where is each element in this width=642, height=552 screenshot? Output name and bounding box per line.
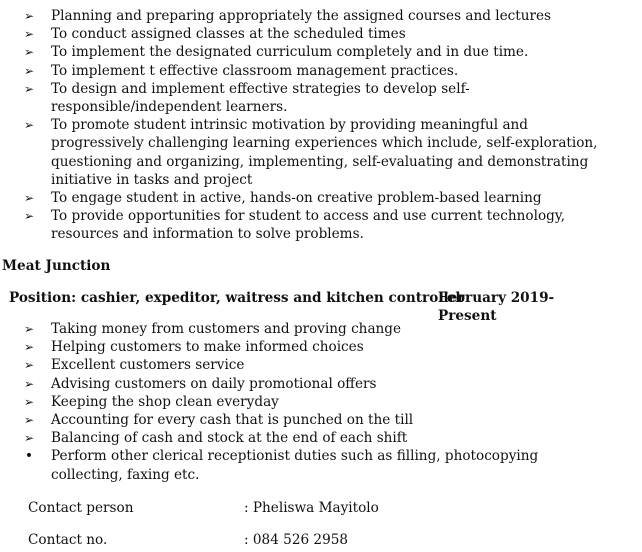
arrow-bullet-icon: ➢ — [23, 118, 35, 133]
arrow-bullet-icon: ➢ — [23, 322, 35, 336]
arrow-bullet-icon: ➢ — [23, 413, 35, 428]
list-item — [0, 80, 611, 116]
list-item — [0, 356, 611, 374]
list-item-text: Keeping the shop clean everyday — [51, 393, 279, 410]
arrow-bullet-icon: ➢ — [23, 209, 35, 224]
list-item-text: Balancing of cash and stock at the end of each shift — [51, 430, 408, 447]
contact-person-row — [28, 499, 588, 517]
arrow-bullet-icon: ➢ — [23, 340, 35, 355]
arrow-bullet-icon: ➢ — [23, 358, 35, 373]
company-name: Meat Junction — [2, 258, 111, 274]
arrow-bullet-icon: ➢ — [23, 45, 35, 60]
arrow-bullet-icon: ➢ — [23, 63, 35, 78]
position-dates: February 2019-Present — [438, 290, 555, 324]
arrow-bullet-icon: ➢ — [23, 394, 35, 409]
arrow-bullet-icon: ➢ — [23, 376, 35, 391]
list-item-text: To conduct assigned classes at the scheduled times — [51, 26, 406, 43]
list-item-text: Helping customers to make informed choices — [51, 339, 364, 356]
list-item — [0, 7, 611, 25]
list-item — [0, 429, 611, 447]
list-item — [0, 25, 611, 43]
arrow-bullet-icon: ➢ — [23, 27, 35, 42]
list-item — [0, 207, 611, 243]
arrow-bullet-icon: ➢ — [23, 191, 35, 206]
list-item — [0, 338, 611, 356]
contact-number-value: : 084 526 2958 — [244, 532, 349, 548]
arrow-bullet-icon: ➢ — [23, 431, 35, 446]
list-item — [0, 411, 611, 429]
list-item-text: To implement the designated curriculum completely and in due time. — [51, 44, 529, 61]
job-duties-list — [0, 320, 611, 484]
position-title: Position: cashier, expeditor, waitress and kitchen controller — [9, 290, 465, 306]
contact-person-value: : Pheliswa Mayitolo — [244, 500, 379, 516]
list-item-text: To engage student in active, hands-on creative problem-based learning — [51, 190, 542, 207]
list-item-text: To design and implement effective strategies to develop self-responsible/independent learners. — [51, 80, 470, 116]
teaching-duties-list — [0, 7, 611, 244]
list-item-text: Taking money from customers and proving change — [51, 321, 402, 337]
position-row — [9, 289, 609, 324]
list-item — [0, 447, 611, 483]
list-item-text: Excellent customers service — [51, 357, 245, 374]
list-item-text: Perform other clerical receptionist duties such as filling, photocopying collecting, faxing etc. — [51, 448, 539, 483]
list-item — [0, 116, 611, 189]
list-item — [0, 393, 611, 411]
contact-number-label: Contact no. — [28, 532, 108, 548]
contact-person-label: Contact person — [28, 500, 134, 516]
bullet-icon: • — [24, 448, 34, 465]
arrow-bullet-icon: ➢ — [23, 81, 35, 96]
list-item — [0, 43, 611, 61]
list-item-text: Advising customers on daily promotional offers — [51, 375, 377, 392]
arrow-bullet-icon: ➢ — [23, 9, 35, 23]
list-item — [0, 189, 611, 207]
contact-number-row — [28, 531, 588, 549]
list-item-text: To implement t effective classroom management practices. — [51, 62, 459, 79]
list-item-text: Accounting for every cash that is punched on the till — [51, 412, 414, 429]
list-item-text: To provide opportunities for student to access and use current technology, resources and information to solve problems. — [51, 208, 566, 243]
list-item — [0, 62, 611, 80]
list-item-text: Planning and preparing appropriately the assigned courses and lectures — [51, 8, 551, 24]
list-item — [0, 320, 611, 338]
list-item — [0, 375, 611, 393]
list-item-text: To promote student intrinsic motivation by providing meaningful and progressively challenging learning experiences which include, self-exploration, questioning and organizing, implementing, self-evaluating and demonstrating initiative in tasks and project — [51, 117, 598, 188]
